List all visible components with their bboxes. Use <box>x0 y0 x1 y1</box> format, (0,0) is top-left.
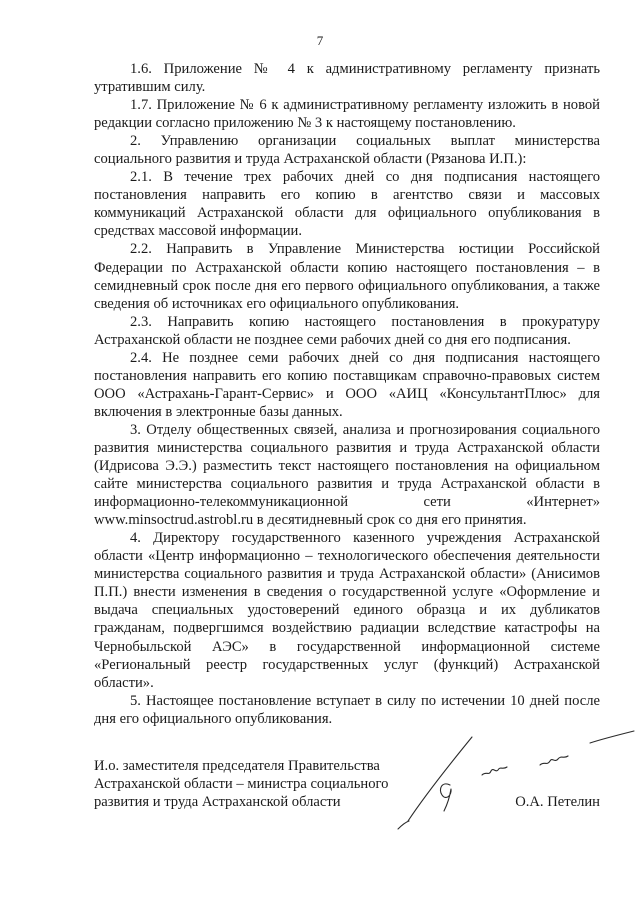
paragraph-1-6: 1.6. Приложение № 4 к административному регламенту признать утратившим силу. <box>94 61 600 96</box>
paragraph-2-1: 2.1. В течение трех рабочих дней со дня подписания настоящего постановления направить его копию в агентство связи и массовых коммуникаций Астраханской области для официального опубликования в средствах массовой информации. <box>94 169 600 240</box>
document-body <box>94 60 600 728</box>
signatory-position-line: Астраханской области – министра социального <box>94 776 389 793</box>
paragraph-2-3: 2.3. Направить копию настоящего постановления в прокуратуру Астраханской области не позднее семи рабочих дней со дня его подписания. <box>94 313 600 348</box>
paragraph-3: 3. Отделу общественных связей, анализа и прогнозирования социального развития министерства социального развития и труда Астраханской области (Идрисова Э.Э.) разместить текст настоящего постановления на официальном сайте министерства социального развития и труда Астраханской области в информационно-телекоммуникационной сети «Интернет» www.minsoctrud.astrobl.ru в десятидневный срок со дня его принятия. <box>94 421 600 529</box>
paragraph-2: 2. Управлению организации социальных выплат министерства социального развития и труда Астраханской области (Рязанова И.П.): <box>94 133 600 168</box>
paragraph-1-7: 1.7. Приложение № 6 к административному регламенту изложить в новой редакции согласно приложению № 3 к настоящему постановлению. <box>94 97 600 132</box>
signatory-position-line: развития и труда Астраханской области <box>94 794 341 811</box>
paragraph-2-2: 2.2. Направить в Управление Министерства юстиции Российской Федерации по Астраханской области копию настоящего постановления – в семидневный срок после дня его первого официального опубликования, а также сведения об источниках его официального опубликования. <box>94 241 600 312</box>
signatory-position-line: И.о. заместителя председателя Правительства <box>94 758 380 774</box>
paragraph-5: 5. Настоящее постановление вступает в силу по истечении 10 дней после дня его официального опубликования. <box>94 692 600 727</box>
signatory-name: О.А. Петелин <box>515 794 600 810</box>
signatory-position <box>94 757 414 812</box>
handwritten-signature <box>390 725 640 835</box>
page-number: 7 <box>316 33 324 48</box>
paragraph-2-4: 2.4. Не позднее семи рабочих дней со дня подписания настоящего постановления направить его копию поставщикам справочно-правовых систем ООО «Астрахань-Гарант-Сервис» и ООО «АИЦ «КонсультантПлюс» для включения в электронные базы данных. <box>94 349 600 420</box>
paragraph-4: 4. Директору государственного казенного учреждения Астраханской области «Центр информационно – технологического обеспечения деятельности министерства социального развития и труда Астраханской области» (Анисимов П.П.) внести изменения в сведения о государственной услуге «Оформление и выдача специальных удостоверений единого образца и их дубликатов гражданам, подвергшимся воздействию радиации вследствие катастрофы на Чернобыльской АЭС» в государственной информационной системе «Региональный реестр государственных услуг (функций) Астраханской области». <box>94 530 600 691</box>
